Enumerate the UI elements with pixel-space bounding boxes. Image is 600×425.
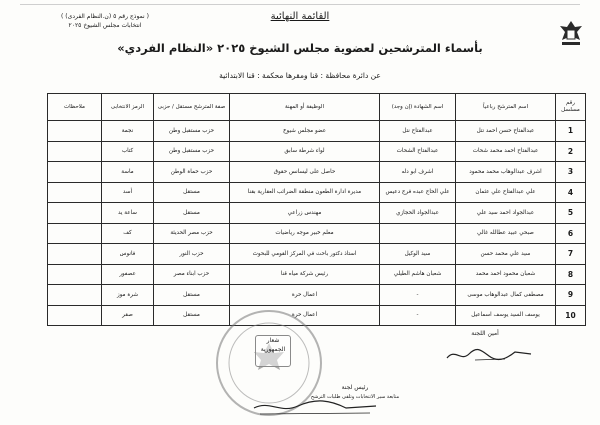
row-cert: - <box>380 285 456 306</box>
row-name: مصطفى كمال عبدالوهاب موسى <box>456 285 556 306</box>
col-header-status: صفة المترشح مستقل / حزبى <box>154 94 230 121</box>
row-num: 3 <box>556 162 586 183</box>
candidates-table <box>47 93 586 326</box>
col-header-notes: ملاحظات <box>48 94 102 121</box>
table-row <box>48 182 586 203</box>
row-name: اشرف عبدالوهاب محمد محمود <box>456 162 556 183</box>
row-name: شعبان محمود احمد محمد <box>456 264 556 285</box>
table-row <box>48 141 586 162</box>
row-status: حزب النور <box>154 244 230 265</box>
secretary-signature <box>445 344 533 364</box>
table-header-row <box>48 94 586 121</box>
row-name: يوسف السيد يوسف اسماعيل <box>456 305 556 326</box>
committee-head-label: رئيس لجنة <box>341 384 369 391</box>
row-notes <box>48 285 102 306</box>
row-num: 7 <box>556 244 586 265</box>
row-notes <box>48 162 102 183</box>
row-num: 8 <box>556 264 586 285</box>
row-job: اعمال حرة <box>230 305 380 326</box>
committee-head-signature <box>250 396 380 418</box>
row-symbol: عصفور <box>102 264 154 285</box>
row-cert: عبدالفتاح الشحات <box>380 141 456 162</box>
table-row <box>48 162 586 183</box>
row-symbol: كتاب <box>102 141 154 162</box>
row-cert: شعبان هاشم الطيلي <box>380 264 456 285</box>
row-cert <box>380 223 456 244</box>
row-job: حاصل على ليسانس حقوق <box>230 162 380 183</box>
col-header-cert: اسم الشهادة (إن وجد) <box>380 94 456 121</box>
row-symbol: ساعة يد <box>102 203 154 224</box>
row-job: مديرة ادارة الطعون منطقة الضرائب العقارية بقنا <box>230 182 380 203</box>
committee-head-sub-label: متابعة سير الانتخابات وتلقى طلبات الترشح <box>310 394 400 400</box>
row-name: علي عبدالفتاح علي عثمان <box>456 182 556 203</box>
row-symbol: أسد <box>102 182 154 203</box>
row-status: مستقل <box>154 305 230 326</box>
row-symbol: كف <box>102 223 154 244</box>
table-row <box>48 285 586 306</box>
row-name: عبدالفتاح حسن احمد نتل <box>456 121 556 142</box>
row-notes <box>48 264 102 285</box>
row-job: معلم خبير موجه رياضيات <box>230 223 380 244</box>
row-job: عضو مجلس شيوخ <box>230 121 380 142</box>
row-cert: سيد الوكيل <box>380 244 456 265</box>
form-note-line2: انتخابات مجلس الشيوخ ٢٠٢٥ <box>68 22 142 29</box>
row-status: مستقل <box>154 285 230 306</box>
table-row <box>48 264 586 285</box>
row-status: مستقل <box>154 203 230 224</box>
row-name: صبحي عبيد عطالله غالي <box>456 223 556 244</box>
row-name: عبدالفتاح احمد محمد شحات <box>456 141 556 162</box>
row-num: 10 <box>556 305 586 326</box>
row-job: رئيس شركة مياه قنا <box>230 264 380 285</box>
table-row <box>48 121 586 142</box>
row-notes <box>48 203 102 224</box>
row-notes <box>48 182 102 203</box>
row-cert: علي الحاج عبده فرج دعيس <box>380 182 456 203</box>
row-notes <box>48 244 102 265</box>
row-num: 6 <box>556 223 586 244</box>
constituency-subtitle: عن دائرة محافظة : قنا ومقرها محكمة : قنا الابتدائية <box>219 71 381 80</box>
row-notes <box>48 305 102 326</box>
row-status: حزب ابناء مصر <box>154 264 230 285</box>
row-status: حزب مستقبل وطن <box>154 141 230 162</box>
top-rule <box>20 4 580 5</box>
row-name: عبدالجواد احمد سيد علي <box>456 203 556 224</box>
row-num: 4 <box>556 182 586 203</box>
row-status: حزب حماة الوطن <box>154 162 230 183</box>
row-num: 2 <box>556 141 586 162</box>
row-job: استاذ دكتور باحث في المركز القومي للبحوث <box>230 244 380 265</box>
row-num: 5 <box>556 203 586 224</box>
table-row <box>48 244 586 265</box>
col-header-num: رقم مسلسل <box>556 94 586 121</box>
row-symbol: ماسة <box>102 162 154 183</box>
row-notes <box>48 121 102 142</box>
row-job: اعمال حرة <box>230 285 380 306</box>
row-cert: اشرف ابو دله <box>380 162 456 183</box>
committee-secretary-label: أمين اللجنة <box>471 330 499 337</box>
row-notes <box>48 141 102 162</box>
row-symbol: شرة موز <box>102 285 154 306</box>
col-header-name: اسم المترشح رباعياً <box>456 94 556 121</box>
row-symbol: صقر <box>102 305 154 326</box>
row-job: لواء شرطة سابق <box>230 141 380 162</box>
row-name: سيد علي محمد حسن <box>456 244 556 265</box>
stamp-text: شعار الجمهورية <box>260 337 286 353</box>
republic-stamp <box>255 335 291 367</box>
row-num: 9 <box>556 285 586 306</box>
document-main-title: بأسماء المترشحين لعضوية مجلس الشيوخ ٢٠٢٥ «النظام الفردي» <box>117 41 483 55</box>
row-cert: - <box>380 305 456 326</box>
row-status: حزب مستقبل وطن <box>154 121 230 142</box>
row-notes <box>48 223 102 244</box>
table-row <box>48 203 586 224</box>
row-symbol: نجمة <box>102 121 154 142</box>
final-list-title: القائمة النهائية <box>270 11 330 22</box>
row-job: مهندس زراعي <box>230 203 380 224</box>
row-symbol: فانوس <box>102 244 154 265</box>
row-cert: عبدالجواد الحجازي <box>380 203 456 224</box>
row-status: حزب مصر الحديثة <box>154 223 230 244</box>
row-status: مستقل <box>154 182 230 203</box>
col-header-symbol: الرمز الانتخابى <box>102 94 154 121</box>
row-cert: عبدالفتاح نتل <box>380 121 456 142</box>
row-num: 1 <box>556 121 586 142</box>
table-row <box>48 223 586 244</box>
col-header-job: الوظيفة أو المهنة <box>230 94 380 121</box>
form-note-line1: ( نموذج رقم ٥ (ن.النظام الفردى) ) <box>61 13 149 20</box>
